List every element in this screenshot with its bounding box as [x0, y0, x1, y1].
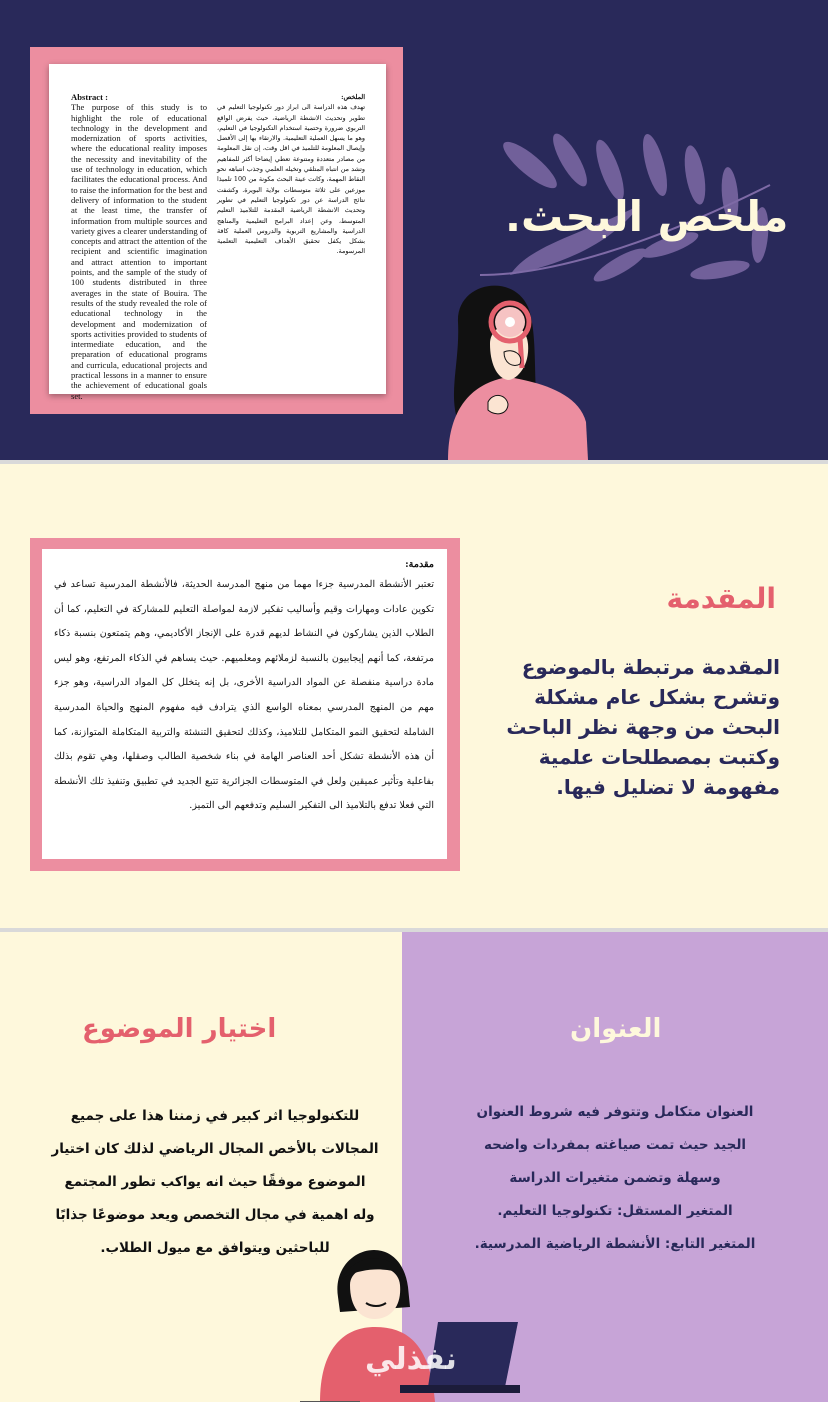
slide2-title: المقدمة [666, 582, 776, 615]
watermark: نفذلي [365, 1342, 457, 1377]
slide2-paragraph: المقدمة مرتبطة بالموضوع وتشرح بشكل عام مشكلة البحث من وجهة نظر الباحث وكتبت بمصطلحات علمية مفهومة لا تضليل فيها. [506, 655, 780, 799]
abstract-english-heading: Abstract : [71, 92, 108, 102]
intro-document [54, 557, 434, 819]
topic-line: للتكنولوجيا اثر كبير في زمننا هذا على جميع [70, 1108, 360, 1124]
title-line: العنوان متكامل وتتوفر فيه شروط العنوان [476, 1104, 754, 1120]
abstract-arabic-text: تهدف هذه الدراسة الى ابراز دور تكنولوجيا التعليم في تطوير وتحديث الانشطة الرياضية، حيث يفرض الواقع التربوي ضرورة وحتمية استخدام التكنولوجيا في التعليم، وهو ما يسهل العملية التعليمية. والارتقاء بها إلى الأفضل وإيصال المعلومة للتلميذ في اقل وقت، إن نقل المعلومة من مصادر متعددة ومتنوعة تعطي إيضاحا أكثر للمفاهيم وتشد من انتباه المتلقي وتخيله العلمي وجذب انتباهه نحو النقاط المهمة، وكانت عينة البحث مكونة من 100 تلميذا موزعين على ثلاثة متوسطات بولاية البويرة. وكشفت نتائج الدراسة عن دور تكنولوجيا التعليم في تطوير وتحديث الانشطة الرياضية المقدمة للتلاميذ التعليم المتوسط، وعن إعداد البرامج التعليمية والمناهج الدراسية والمشاريع التربوية والدروس العملية كافة بشكل يكفل تحقيق الأهداف التعليمية التعلمية المرسومة. [217, 103, 366, 256]
intro-paper [42, 549, 447, 859]
abstract-arabic-heading: الملخص: [341, 93, 365, 101]
abstract-english [71, 92, 207, 401]
abstract-arabic [217, 92, 365, 257]
introduction-slide [0, 464, 828, 928]
title-line: وسهلة وتضمن متغيرات الدراسة [509, 1170, 721, 1186]
abstract-english-text: The purpose of this study is to highlight the role of educational technology in the development and modernization of sports activities, where the educational reality imposes the necessity and inevitability of the use of technology in education, which facilitates the educational process. And to raise the information for the best and delivery of information to the student at the least time, the transfer of information from multiple sources and variety gives a clearer understanding of concepts and attract the attention of the recipient and scientific imagination and attract attention to important points, and the sample of the study of 100 students distributed in three averages in the state of Bouira. The results of the study revealed the role of educational technology in the development and modernization of sports activities provided to students of intermediate education, and the preparation of educational programs and curricula, educational projects and practical lessons in a manner to ensure the achievement of educational goals set. [71, 102, 207, 401]
topic-line: المجالات بالأخص المجال الرياضي لذلك كان اختيار [51, 1141, 379, 1157]
title-line: المتغير التابع: الأنشطة الرياضية المدرسية. [474, 1236, 756, 1252]
intro-text: تعتبر الأنشطة المدرسية جزءا مهما من منهج المدرسة الحديثة، فالأنشطة المدرسية تساعد في تكوين عادات ومهارات وقيم وأساليب تفكير لازمة لمواصلة التعليم للمشاركة في التعليم، كما أن الطلاب الذين يشاركون في النشاط لديهم قدرة على الإنجاز الأكاديمي، وهم يتمتعون بنسبة ذكاء مرتفعة، كما أنهم إيجابيون بالنسبة لزملائهم ومعلميهم. حيث يساهم في الذكاء المرتفع، وهو ليس مادة دراسية منفصلة عن المواد الدراسية الأخرى، بل إنه يتخلل كل المواد الدراسية، وهو جزء مهم من المنهج المدرسي بمعناه الواسع الذي يترادف فيه مفهوم المنهج والحياة المدرسية الشاملة لتحقيق النمو المتكامل للتلاميذ، وكذلك لتحقيق التنشئة والتربية المتكاملة المتوازنة، كما أن هذه الأنشطة تشكل أحد العناصر الهامة في بناء شخصية الطالب وصقلها، وهي تقوم بذلك بفاعلية وتأثير عميقين ولعل في المتوسطات الجزائرية تتبع الجديد في تطبيق وتنفيذ تلك الأنشطة التي فعلا تدفع بالتلاميذ الى التفكير السليم وتدفعهم الى التميز. [54, 579, 434, 812]
abstract-slide [0, 0, 828, 460]
title-heading: العنوان [570, 1014, 662, 1044]
title-line: المتغير المستقل: تكنولوجيا التعليم. [497, 1203, 733, 1219]
title-line: الجيد حيث تمت صياغته بمفردات واضحه [483, 1137, 747, 1153]
girl-with-magnifier-illustration [438, 272, 588, 460]
topic-line: الموضوع موفقًا حيث انه يواكب تطور المجتمع [64, 1174, 366, 1190]
intro-heading: مقدمة: [405, 559, 434, 570]
topic-title-slide [0, 932, 828, 1402]
topic-selection-title: اختيار الموضوع [82, 1014, 277, 1044]
topic-line: للباحثين ويتوافق مع ميول الطلاب. [100, 1240, 330, 1256]
abstract-paper [49, 64, 386, 401]
topic-line: وله اهمية في مجال التخصص ويعد موضوعًا جذابًا [55, 1207, 375, 1223]
slide1-title: ملخص البحث. [505, 192, 789, 241]
